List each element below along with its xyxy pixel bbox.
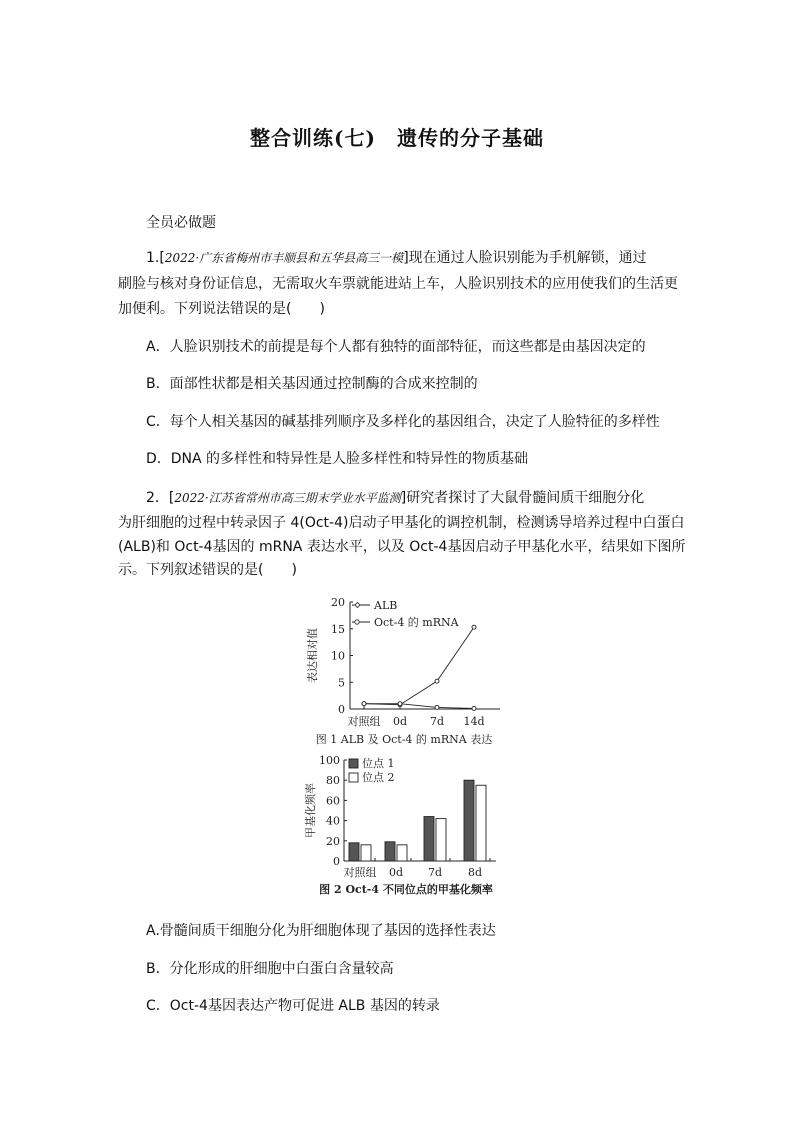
q2-option-c: C．Oct-4基因表达产物可促进 ALB 基因的转录: [146, 998, 440, 1014]
bar-1: [424, 817, 434, 861]
q2-stem-line3: (ALB)和 Oct-4基因的 mRNA 表达水平，以及 Oct-4基因启动子甲基化水平，结果如下图所: [118, 539, 686, 555]
y-axis-label: 表达相对值: [306, 628, 319, 683]
chart-title: 图 1 ALB 及 Oct-4 的 mRNA 表达: [315, 733, 493, 746]
legend-label-2: Oct-4 的 mRNA: [374, 616, 459, 629]
bar-1: [464, 780, 474, 861]
q1-option-a: A．人脸识别技术的前提是每个人都有独特的面部特征，而这些都是由基因决定的: [146, 339, 646, 355]
legend-label-2: 位点 2: [362, 771, 395, 784]
q1-line1-tail: ]现在通过人脸识别能为手机解锁，通过: [403, 250, 647, 266]
q2-option-a: A.骨髓间质干细胞分化为肝细胞体现了基因的选择性表达: [146, 923, 496, 939]
page-title: 整合训练(七) 遗传的分子基础: [250, 126, 544, 150]
section-heading: 全员必做题: [146, 215, 216, 231]
y-tick-label: 15: [331, 622, 345, 636]
x-tick-label: 7d: [429, 715, 445, 728]
figure-2-bar-chart: [296, 752, 516, 900]
data-point: [435, 705, 439, 709]
chart-title: 图 2 Oct-4 不同位点的甲基化频率: [319, 883, 493, 896]
data-point: [472, 625, 476, 629]
q1-option-c: C．每个人相关基因的碱基排列顺序及多样化的基因组合，决定了人脸特征的多样性: [146, 414, 660, 430]
bar-2: [476, 785, 486, 861]
q1-source: 2022·广东省梅州市丰顺县和五华县高三一模: [164, 251, 404, 265]
legend-label-1: ALB: [374, 599, 398, 612]
data-point: [398, 702, 402, 706]
legend-marker: [355, 603, 360, 608]
y-tick-label: 20: [326, 834, 340, 848]
x-tick-label: 8d: [467, 866, 483, 879]
x-tick-label: 14d: [463, 715, 485, 728]
y-tick-label: 40: [326, 814, 340, 828]
legend-label-1: 位点 1: [362, 757, 395, 770]
x-tick-label: 对照组: [347, 715, 381, 728]
y-tick-label: 20: [331, 596, 345, 609]
q1-option-b: B．面部性状都是相关基因通过控制酶的合成来控制的: [146, 376, 478, 392]
q2-number: 2．[: [146, 490, 175, 506]
bar-2: [397, 845, 407, 861]
q1-stem-line2: 刷脸与核对身份证信息，无需取火车票就能进站上车，人脸识别技术的应用使我们的生活更: [118, 276, 678, 292]
data-point: [472, 706, 476, 710]
q1-stem-line3: 加便利。下列说法错误的是( ): [118, 301, 325, 317]
legend-marker: [355, 620, 359, 624]
q1-option-d: D．DNA 的多样性和特异性是人脸多样性和特异性的物质基础: [146, 451, 529, 467]
bar-2: [361, 845, 371, 861]
bar-1: [349, 843, 359, 861]
x-tick-label: 0d: [392, 715, 408, 728]
y-axis-label: 甲基化频率: [304, 783, 317, 838]
legend-swatch-1: [349, 759, 358, 768]
legend-swatch-2: [349, 773, 358, 782]
x-tick-label: 0d: [388, 866, 404, 879]
data-point: [435, 679, 439, 683]
q1-stem-line1: [146, 247, 647, 267]
x-tick-label: 对照组: [343, 866, 377, 879]
bar-1: [385, 842, 395, 861]
q1-number: 1.[: [146, 250, 165, 266]
y-tick-label: 5: [338, 676, 345, 690]
data-point: [362, 702, 366, 706]
bar-2: [436, 819, 446, 861]
figure-1-line-chart: [296, 592, 516, 752]
q2-line1-tail: ]研究者探讨了大鼠骨髓间质干细胞分化: [400, 490, 645, 506]
x-tick-label: 7d: [427, 866, 443, 879]
y-tick-label: 10: [331, 649, 345, 663]
q2-stem-line2: 为肝细胞的过程中转录因子 4(Oct-4)启动子甲基化的调控机制，检测诱导培养过程中白蛋白: [118, 515, 685, 531]
q2-stem-line1: [146, 487, 644, 507]
y-tick-label: 0: [333, 855, 340, 868]
series-line-1: [364, 627, 474, 705]
y-tick-label: 80: [326, 774, 340, 788]
y-tick-label: 60: [326, 794, 340, 808]
q2-stem-line4: 示。下列叙述错误的是( ): [118, 562, 297, 578]
q2-source: 2022·江苏省常州市高三期末学业水平监测: [174, 491, 401, 505]
y-tick-label: 0: [338, 703, 345, 716]
q2-option-b: B．分化形成的肝细胞中白蛋白含量较高: [146, 961, 394, 977]
y-tick-label: 100: [319, 754, 340, 767]
